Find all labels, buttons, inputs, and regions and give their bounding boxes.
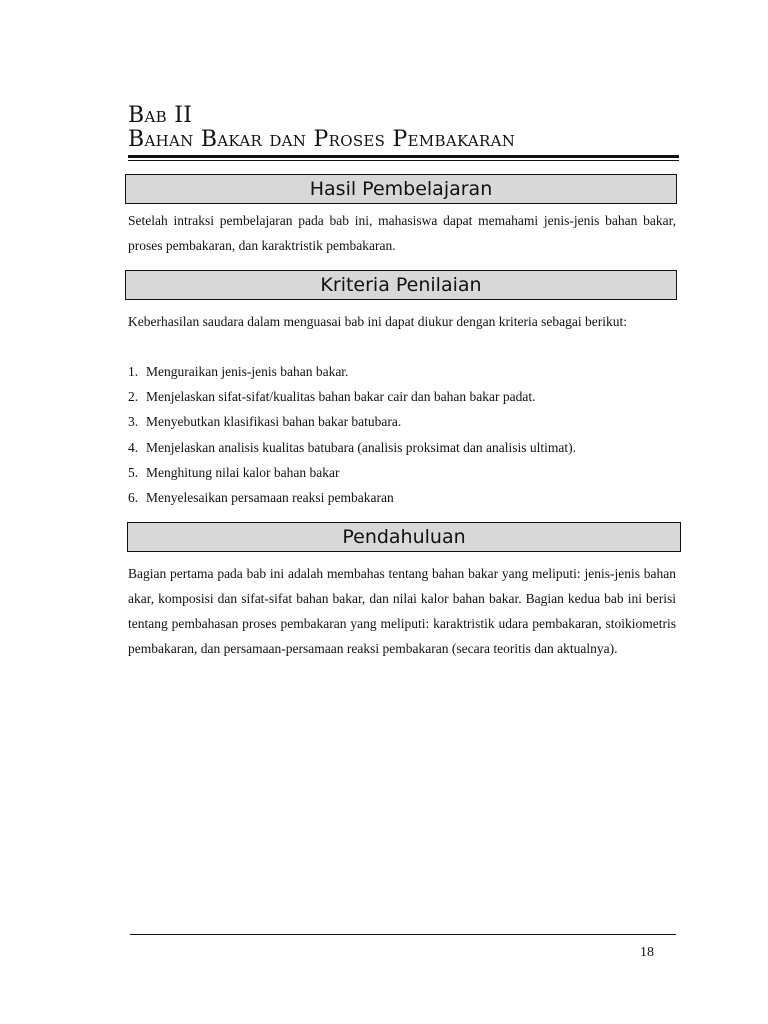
list-item-text: Menghitung nilai kalor bahan bakar (146, 464, 340, 480)
footer-rule (130, 934, 676, 935)
list-item: 2. Menjelaskan sifat-sifat/kualitas bahan bakar cair dan bahan bakar padat. (128, 384, 676, 409)
paragraph-kriteria-intro: Keberhasilan saudara dalam menguasai bab ini dapat diukur dengan kriteria sebagai berikut: (128, 314, 627, 329)
list-item: 5. Menghitung nilai kalor bahan bakar (128, 460, 676, 485)
paragraph-pendahuluan: Bagian pertama pada bab ini adalah membahas tentang bahan bakar yang meliputi: jenis-jenis bahan akar, komposisi dan sifat-sifat bahan bakar, dan nilai kalor bahan bakar. Bagian kedua bab ini berisi tentang pembahasan proses pembakaran yang meliputi: karaktristik udara pembakaran, stoikiometris pembakaran, dan persamaan-persamaan reaksi pembakaran (secara teoritis dan aktualnya). (128, 566, 676, 656)
list-item: 3. Menyebutkan klasifikasi bahan bakar batubara. (128, 409, 676, 434)
page-number: 18 (640, 945, 654, 960)
list-item: 1. Menguraikan jenis-jenis bahan bakar. (128, 359, 676, 384)
section-heading-label: Hasil Pembelajaran (309, 178, 493, 200)
section-heading-hasil (125, 174, 677, 204)
section-heading-kriteria (125, 270, 677, 300)
list-item: 6. Menyelesaikan persamaan reaksi pembakaran (128, 485, 676, 510)
list-item-text: Menjelaskan analisis kualitas batubara (analisis proksimat dan analisis ultimat). (146, 439, 577, 455)
criteria-list (128, 359, 676, 510)
chapter-number: Bab II (128, 103, 193, 128)
title-rule-thick (128, 155, 679, 158)
chapter-title (128, 104, 680, 152)
paragraph-hasil: Setelah intraksi pembelajaran pada bab ini, mahasiswa dapat memahami jenis-jenis bahan bakar, proses pembakaran, dan karaktristik pembakaran. (128, 213, 676, 253)
list-item-text: Menguraikan jenis-jenis bahan bakar. (146, 364, 349, 379)
chapter-name: Bahan Bakar dan Proses Pembakaran (128, 127, 516, 152)
title-rule-thin (128, 160, 679, 161)
list-item-text: Menjelaskan sifat-sifat/kualitas bahan bakar cair dan bahan bakar padat. (146, 389, 536, 405)
list-item: 4. Menjelaskan analisis kualitas batubara (analisis proksimat dan analisis ultimat). (128, 435, 676, 460)
section-heading-label: Kriteria Penilaian (320, 274, 482, 296)
section-heading-label: Pendahuluan (342, 526, 466, 548)
list-item-text: Menyelesaikan persamaan reaksi pembakaran (146, 490, 394, 506)
list-item-text: Menyebutkan klasifikasi bahan bakar batubara. (146, 414, 402, 430)
section-heading-pendahuluan (127, 522, 681, 552)
